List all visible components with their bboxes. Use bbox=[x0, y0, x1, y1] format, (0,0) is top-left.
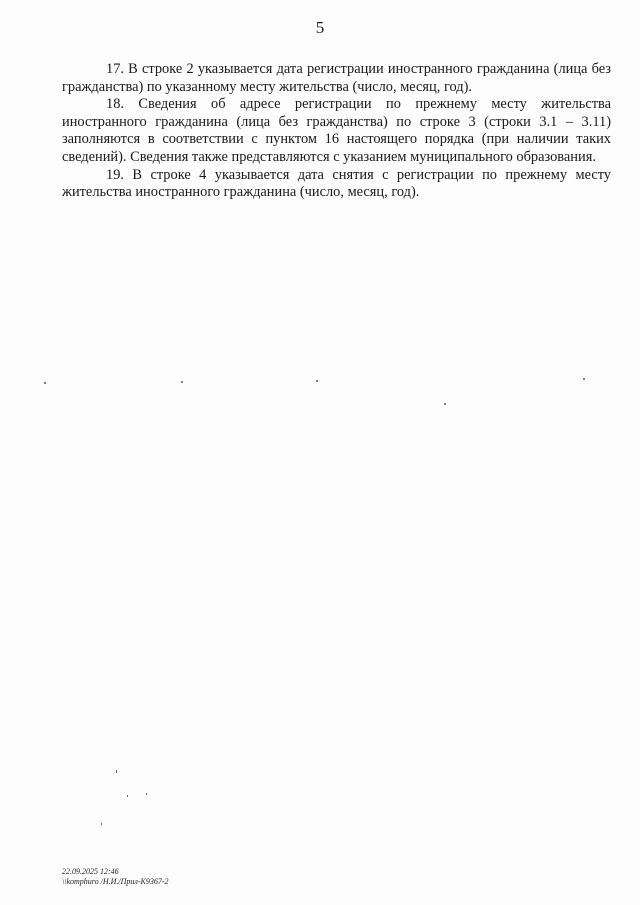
footer-timestamp: 22.09.2025 12:46 bbox=[62, 867, 119, 876]
paragraph-17: 17. В строке 2 указывается дата регистрации иностранного гражданина (лица без гражданства) по указанному месту жительства (число, месяц, год). bbox=[62, 61, 611, 95]
scan-speck bbox=[146, 793, 147, 795]
footer-file-reference: \\komphuro /Н.И./Прил-К9367-2 bbox=[62, 877, 169, 886]
paragraph-18: 18. Сведения об адресе регистрации по прежнему месту жительства иностранного гражданина (лица без гражданства) по строке 3 (строки 3.1 – 3.11) заполняются в соответствии с пунктом 16 настоящего порядка (при наличии таких сведений). Сведения также представляются с указанием муниципального образования. bbox=[62, 96, 611, 165]
paragraph-19: 19. В строке 4 указывается дата снятия с регистрации по прежнему месту жительства иностранного гражданина (число, месяц, год). bbox=[62, 166, 611, 201]
scan-speck bbox=[116, 770, 117, 773]
scan-speck bbox=[44, 382, 46, 384]
scan-speck bbox=[583, 378, 585, 380]
document-footer bbox=[62, 867, 169, 887]
document-body bbox=[62, 61, 611, 202]
scan-speck bbox=[181, 381, 183, 383]
page-number: 5 bbox=[315, 18, 325, 37]
scan-speck bbox=[444, 403, 446, 405]
scan-speck bbox=[127, 795, 128, 797]
scan-speck bbox=[316, 380, 318, 382]
scan-speck bbox=[101, 823, 102, 825]
